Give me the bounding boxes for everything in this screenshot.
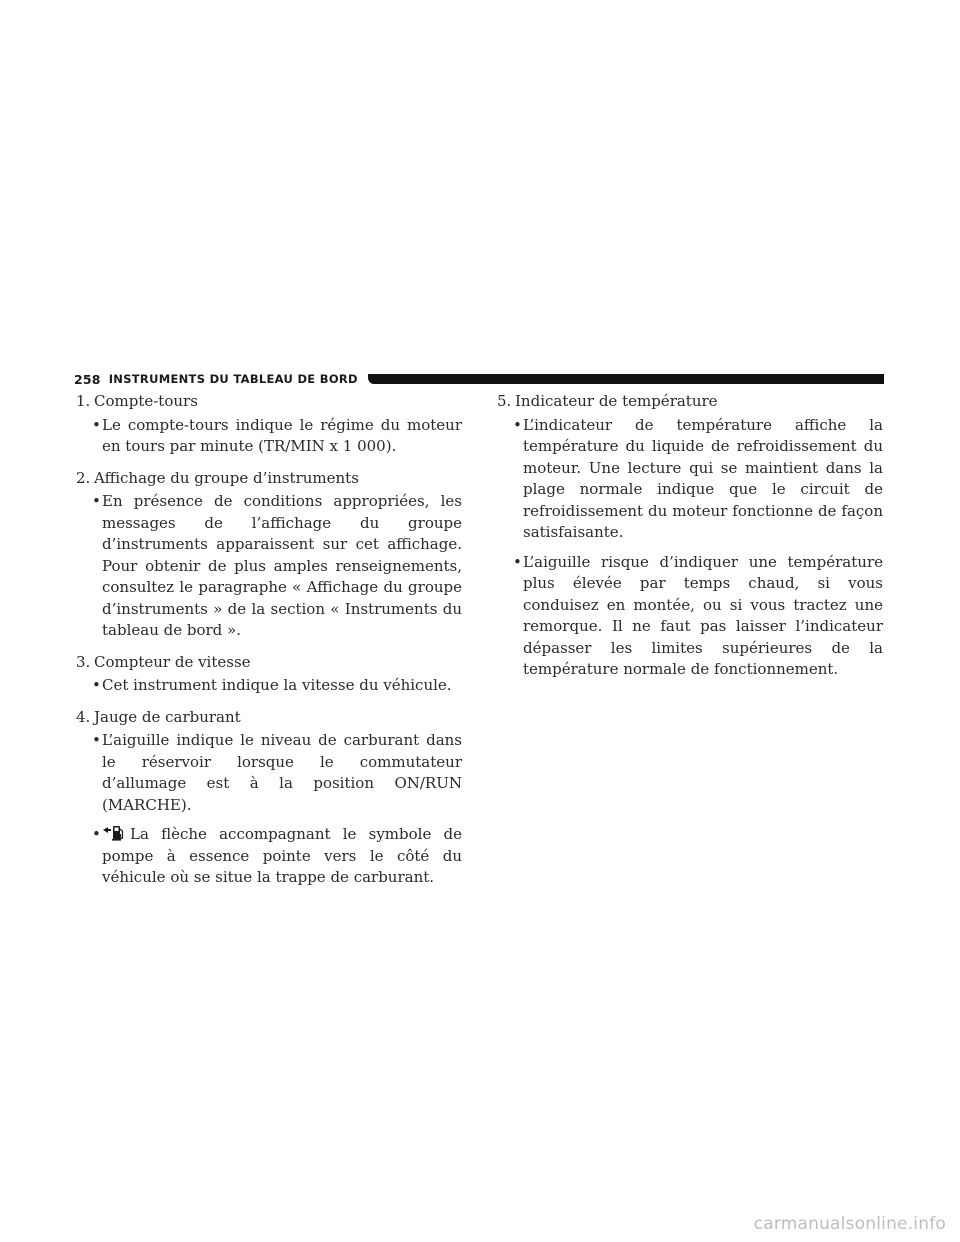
- bullet-item: [513, 415, 883, 544]
- page-number: 258: [74, 371, 101, 387]
- bullet-dot: •: [92, 731, 101, 749]
- bullet-dot: •: [92, 415, 101, 434]
- item-heading: Jauge de carburant: [94, 707, 241, 726]
- item-title: [76, 707, 462, 729]
- right-column: [497, 391, 883, 691]
- list-item-fuel-gauge: [76, 707, 462, 889]
- bullet-text: Le compte-tours indique le régime du moteur en tours par minute (TR/MIN x 1 000).: [102, 415, 462, 455]
- bullet-text: L’aiguille risque d’indiquer une température plus élevée par temps chaud, si vous conduisez en montée, ou si vous tractez une remorque. Il ne faut pas laisser l’indicateur dépasser les limites supérieures de la température normale de fonctionnement.: [523, 552, 883, 678]
- bullet-text: L’indicateur de température affiche la température du liquide de refroidissement du moteur. Une lecture qui se maintient dans la plage normale indique que le circuit de refroidissement du moteur fonctionne de façon satisfaisante.: [523, 415, 883, 541]
- item-number: 5.: [497, 392, 512, 410]
- bullet-dot: •: [92, 676, 101, 694]
- fuel-pump-icon: [102, 825, 124, 841]
- bullet-text: En présence de conditions appropriées, les messages de l’affichage du groupe d’instruments apparaissent sur cet affichage. Pour obtenir de plus amples renseignements, consultez le paragraphe « Affichage du groupe d’instruments » de la section « Instruments du tableau de bord ».: [102, 492, 462, 639]
- page-header: [74, 372, 884, 386]
- list-item-tachometer: [76, 391, 462, 458]
- item-number: 1.: [76, 392, 91, 410]
- bullet-dot: •: [513, 415, 522, 434]
- item-heading: Compte-tours: [94, 392, 198, 410]
- section-title: INSTRUMENTS DU TABLEAU DE BORD: [108, 372, 358, 386]
- bullet-text-with-icon: [102, 824, 462, 889]
- bullet-dot: •: [92, 825, 101, 843]
- bullet-dot: •: [92, 492, 101, 510]
- item-title: [76, 391, 462, 413]
- left-column: [76, 391, 462, 899]
- list-item-cluster-display: [76, 468, 462, 642]
- item-heading: Compteur de vitesse: [94, 652, 251, 671]
- item-heading: Indicateur de température: [515, 392, 718, 410]
- bullet-item: [92, 415, 462, 458]
- list-item-temperature-gauge: [497, 391, 883, 681]
- bullet-item: [513, 552, 883, 681]
- list-item-speedometer: [76, 652, 462, 697]
- item-title: [76, 652, 462, 674]
- item-number: 4.: [76, 707, 91, 726]
- header-rule: [368, 374, 884, 384]
- item-title: [76, 468, 462, 490]
- bullet-item: [92, 675, 462, 697]
- item-title: [497, 391, 883, 413]
- item-heading: Affichage du groupe d’instruments: [94, 468, 359, 487]
- fuel-door-text: La flèche accompagnant le symbole de pompe à essence pointe vers le côté du véhicule où se situe la trappe de carburant.: [102, 825, 462, 886]
- bullet-item-fuel-door: [92, 824, 462, 889]
- item-number: 2.: [76, 468, 91, 487]
- bullet-item: [92, 491, 462, 642]
- bullet-text: L’aiguille indique le niveau de carburant dans le réservoir lorsque le commutateur d’allumage est à la position ON/RUN (MARCHE).: [102, 731, 462, 814]
- bullet-item: [92, 730, 462, 816]
- bullet-text: Cet instrument indique la vitesse du véhicule.: [102, 676, 452, 694]
- watermark: carmanualsonline.info: [753, 1214, 946, 1234]
- bullet-dot: •: [513, 552, 522, 571]
- item-number: 3.: [76, 652, 91, 671]
